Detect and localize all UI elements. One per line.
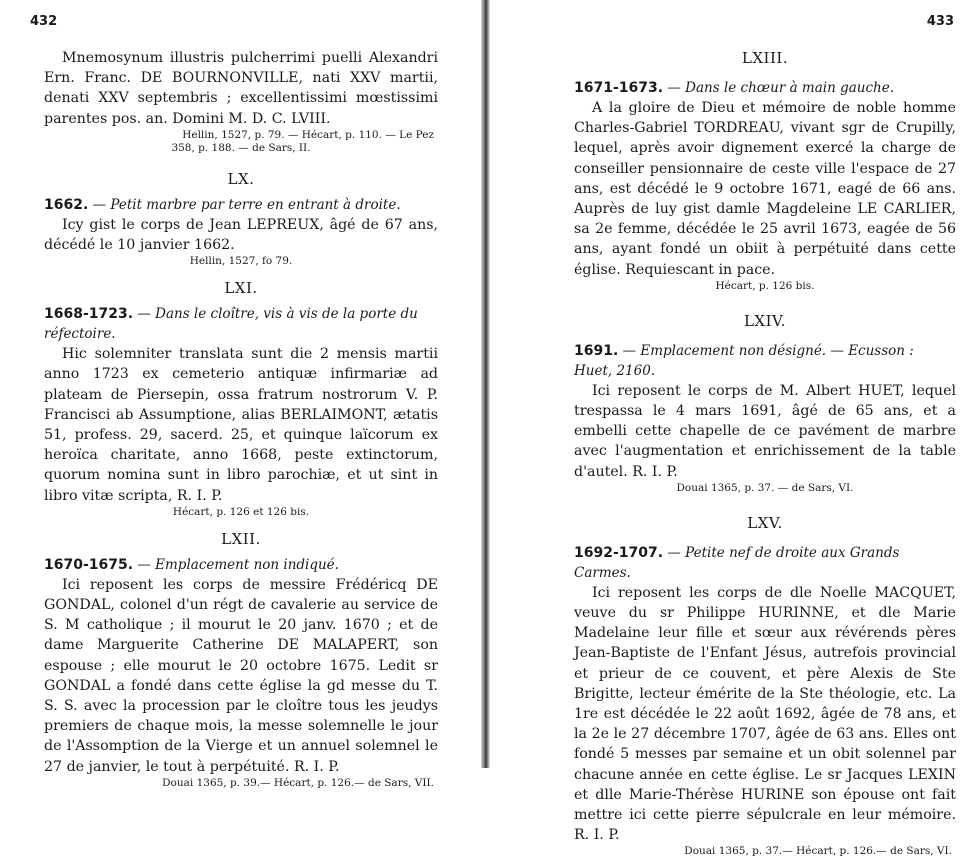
entry-lxii-location: — Emplacement non indiqué.	[137, 556, 339, 573]
entry-lxv-date: 1692-1707.	[574, 544, 664, 561]
entry-lxi-number: LXI.	[224, 279, 258, 298]
right-column	[574, 48, 956, 858]
entry-lxiii-heading	[574, 78, 956, 98]
entry-lxii-ref: Douai 1365, p. 39.— Hécart, p. 126.— de Sars, VII.	[162, 776, 434, 789]
entry-lxiv-ecusson: — Ecusson : Huet, 2160.	[574, 342, 914, 379]
right-page	[490, 0, 976, 858]
entry-lxii-text: Ici reposent les corps de messire Frédéricq DE GONDAL, colonel d'un régt de cavalerie au service de S. M catholique ; il mourut le 20 janv. 1670 ; et de dame Marguerite Catherine DE MALAPERT, son espouse ; elle mourut le 20 octobre 1675. Ledit sr GONDAL a fondé dans cette église la gd messe du T. S. S. avec la procession par le cloître tous les jeudys premiers de chaque mois, la messe solemnelle le jour de l'Assomption de la Vierge et un annuel solemnel le 27 de janvier, le tout à perpétuité. R. I. P.	[44, 576, 438, 775]
entry-lxiii-text: A la gloire de Dieu et mémoire de noble homme Charles-Gabriel TORDREAU, vivant sgr de Crupilly, lequel, après avoir dignement exercé la charge de conseiller pensionnaire de ceste ville l'espace de 27 ans, est décédé le 9 octobre 1671, eagé de 66 ans. Auprès de luy gist damle Magdeleine LE CARLIER, sa 2e femme, décédée le 25 avril 1673, eagée de 56 ans, ayant fondé un obiit à perpétuité dans cette église. Requiescant in pace.	[574, 100, 956, 278]
entry-lix-ref-1: Hellin, 1527, p. 79. — Hécart, p. 110. — Le Pez	[182, 128, 434, 141]
entry-lxii-heading	[44, 555, 438, 575]
entry-lxiv-date: 1691.	[574, 342, 619, 359]
page-number-right: 433	[926, 14, 954, 29]
entry-lxv-location: — Petite nef de droite aux Grands Carmes.	[574, 544, 900, 581]
entry-lx-location: — Petit marbre par terre en entrant à droite.	[92, 196, 401, 213]
entry-lxi-ref: Hécart, p. 126 et 126 bis.	[172, 505, 310, 518]
entry-lxi-heading	[44, 304, 438, 344]
entry-lxi-date: 1668-1723.	[44, 306, 134, 323]
entry-lxiv-number: LXIV.	[743, 311, 787, 330]
entry-lxiv-text: Ici reposent le corps de M. Albert HUET, lequel trespassa le 4 mars 1691, âgé de 65 ans, et a embelli cette chapelle de ce pavément de marbre avec l'augmentation et enrichissement de la table d'autel. R. I. P.	[574, 382, 956, 480]
left-page	[0, 0, 486, 789]
entry-lx-ref: Hellin, 1527, fo 79.	[189, 255, 293, 268]
entry-lxv-number: LXV.	[747, 513, 783, 532]
entry-lxv-text: Ici reposent les corps de dle Noelle MACQUET, veuve du sr Philippe HURINNE, et dle Marie Madelaine leur fille et sœur aux révérends pères Jean-Baptiste de l'Enfant Jésus, autrefois provincial et prieur de ce couvent, et père Alexis de Ste Brigitte, lecteur émérite de la Ste théologie, etc. La 1re est décédée le 22 août 1692, âgée de 78 ans, et la 2e le 27 décembre 1707, âgée de 63 ans. Elles ont fondé 5 messes par semaine et un obit solennel par chacune année en cette église. Le sr Jacques LEXIN et dlle Marie-Thérèse HURINE son épouse ont fait mettre ici cette pierre sépulcrale en leur mémoire. R. I. P.	[574, 584, 956, 844]
entry-lxiii-date: 1671-1673.	[574, 80, 664, 96]
entry-lix-ref-2: 358, p. 188. — de Sars, II.	[171, 141, 311, 154]
page-number-left: 432	[30, 14, 58, 29]
entry-lxii-date: 1670-1675.	[44, 556, 134, 573]
entry-lxi-location: — Dans le cloître, vis à vis de la porte du réfectoire.	[44, 306, 418, 343]
entry-lxiv-heading	[574, 341, 956, 381]
entry-lxii-number: LXII.	[221, 529, 261, 548]
entry-lx-text: Icy gist le corps de Jean LEPREUX, âgé de 67 ans, décédé le 10 janvier 1662.	[44, 216, 438, 254]
entry-lxiii-ref: Hécart, p. 126 bis.	[715, 279, 815, 292]
entry-lx-date: 1662.	[44, 196, 89, 213]
entry-lxv-heading	[574, 543, 956, 583]
entry-lxiv-location: — Emplacement non désigné.	[622, 342, 827, 359]
entry-lx-number: LX.	[227, 169, 255, 188]
entry-lxv-ref: Douai 1365, p. 37.— Hécart, p. 126.— de Sars, VI.	[684, 845, 952, 858]
entry-lix-text: Mnemosynum illustris pulcherrimi puelli Alexandri Ern. Franc. DE BOURNONVILLE, nati XXV martii, denati XXV septembris ; excellentissimi mœstissimi parentes pos. an. Domini M. D. C. LVIII.	[44, 50, 438, 127]
entry-lxi-text: Hic solemniter translata sunt die 2 mensis martii anno 1723 ex cemeterio antiquæ infirmariæ ad plateam de Piersepin, ossa fratrum nostrorum V. P. Francisci ab Assumptione, alias BERLAIMONT, ætatis 51, profess. 29, sacerd. 25, et quinque laïcorum ex heroïca charitate, anno 1668, peste extinctorum, quorum nomina sunt in libro parochiæ, et ut sint in libro vitæ scripta, R. I. P.	[44, 346, 438, 504]
entry-lxiii-number: LXIII.	[741, 49, 789, 67]
entry-lx-heading	[44, 195, 438, 215]
book-gutter	[481, 0, 490, 768]
entry-lxiv-ref: Douai 1365, p. 37. — de Sars, VI.	[676, 481, 854, 494]
left-column	[44, 48, 438, 790]
entry-lxiii-location: — Dans le chœur à main gauche.	[667, 80, 894, 96]
